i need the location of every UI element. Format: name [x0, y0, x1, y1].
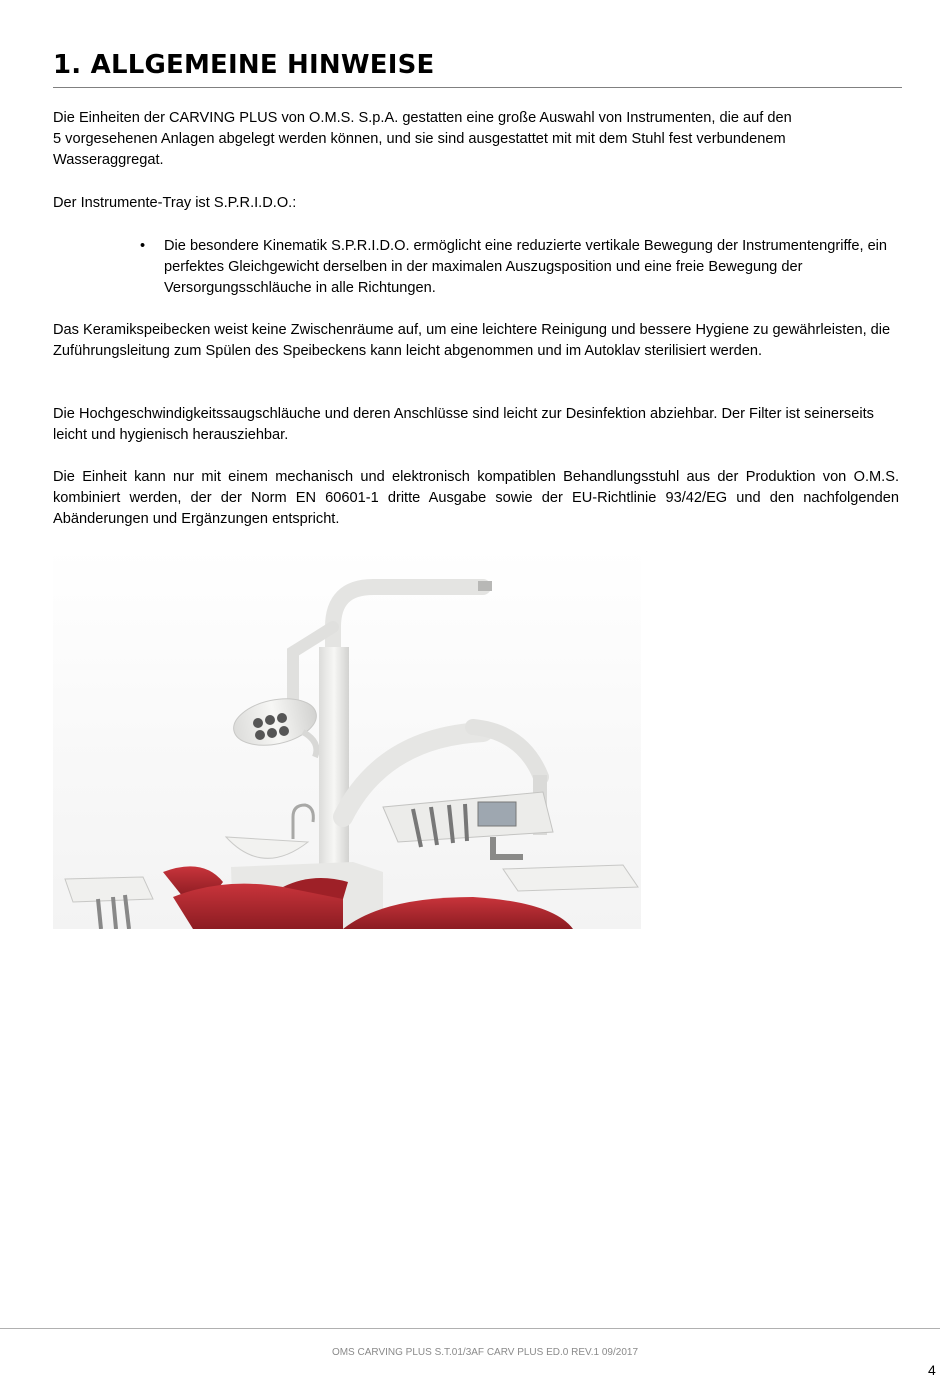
footer-divider	[0, 1328, 940, 1329]
paragraph-intro	[53, 108, 899, 171]
paragraph-tray: Der Instrumente-Tray ist S.P.R.I.D.O.:	[53, 195, 297, 211]
page-title: 1. ALLGEMEINE HINWEISE	[53, 50, 435, 80]
paragraph-ceramic-basin: Das Keramikspeibecken weist keine Zwischenräume auf, um eine leichtere Reinigung und bessere Hygiene zu gewährleisten, die Zuführungsleitung zum Spülen des Speibeckens kann leicht abgenommen und im Autoklav sterilisiert werden.	[53, 322, 891, 359]
page-number: 4	[928, 1362, 936, 1378]
bullet-dot: •	[140, 238, 146, 254]
title-underline	[53, 87, 902, 88]
paragraph-intro-line-1: Die Einheiten der CARVING PLUS von O.M.S. S.p.A. gestatten eine große Auswahl von Instrumenten, die auf den	[53, 110, 792, 126]
bullet-text: Die besondere Kinematik S.P.R.I.D.O. ermöglicht eine reduzierte vertikale Bewegung der Instrumentengriffe, ein perfektes Gleichgewicht derselben in der maximalen Auszugsposition und eine freie Bewegung der Versorgungsschläuche in alle Richtungen.	[164, 238, 888, 296]
paragraph-intro-line-3: Wasseraggregat.	[53, 152, 164, 168]
dental-unit-photo	[53, 547, 641, 929]
footer-document-code: OMS CARVING PLUS S.T.01/3AF CARV PLUS ED.0 REV.1 09/2017	[331, 1347, 639, 1358]
paragraph-compatibility: Die Einheit kann nur mit einem mechanisch und elektronisch kompatiblen Behandlungsstuhl aus der Produktion von O.M.S. kombiniert werden, der der Norm EN 60601-1 dritte Ausgabe sowie der EU-Richtlinie 93/42/EG und den nachfolgenden Abänderungen und Ergänzungen entspricht.	[53, 469, 899, 527]
paragraph-suction: Die Hochgeschwindigkeitssaugschläuche und deren Anschlüsse sind leicht zur Desinfektion abziehbar. Der Filter ist seinerseits leicht und hygienisch herausziehbar.	[53, 406, 874, 443]
paragraph-intro-line-2: 5 vorgesehenen Anlagen abgelegt werden können, und sie sind ausgestattet mit mit dem Stuhl fest verbundenem	[53, 131, 786, 147]
